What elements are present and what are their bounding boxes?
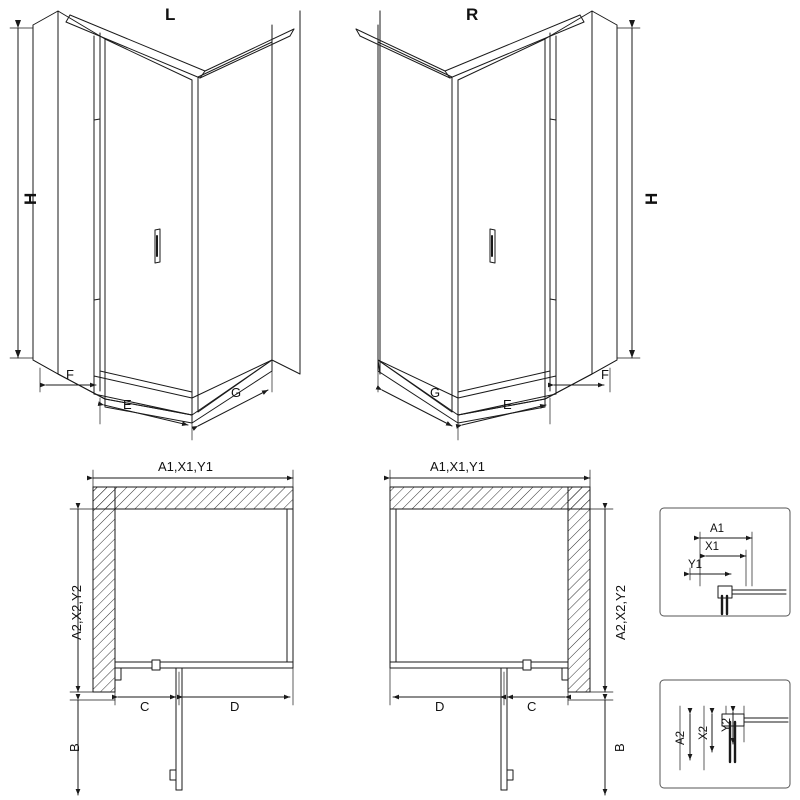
label-g-left: G (231, 385, 242, 400)
label-plan-right-side-dim: A2,X2,Y2 (613, 585, 628, 640)
label-view-left: L (165, 5, 176, 24)
label-f-right: F (601, 367, 609, 382)
label-detail-x1: X1 (705, 541, 720, 553)
label-plan-left-swing: B (67, 743, 82, 752)
label-detail-y2: Y2 (721, 717, 733, 732)
label-f-left: F (66, 367, 74, 382)
label-view-right: R (466, 5, 479, 24)
label-plan-left-c: C (140, 699, 150, 714)
iso-view-right (356, 11, 640, 440)
label-plan-right-swing: B (612, 743, 627, 752)
label-detail-a2: A2 (675, 730, 687, 745)
plan-view-left (67, 470, 293, 795)
label-detail-x2: X2 (698, 725, 710, 740)
iso-view-left (10, 11, 300, 440)
label-plan-right-d: D (435, 699, 445, 714)
label-plan-right-c: C (527, 699, 537, 714)
label-e-left: E (123, 397, 132, 412)
label-plan-left-side-dim: A2,X2,Y2 (69, 585, 84, 640)
label-plan-right-top-dim: A1,X1,Y1 (430, 459, 485, 474)
label-detail-a1: A1 (710, 523, 725, 535)
label-height-left: H (21, 192, 40, 205)
label-plan-left-d: D (230, 699, 240, 714)
detail-top (660, 508, 790, 616)
label-detail-y1: Y1 (688, 559, 703, 571)
label-height-right: H (642, 192, 661, 205)
plan-view-right (390, 470, 613, 795)
label-plan-left-top-dim: A1,X1,Y1 (158, 459, 213, 474)
label-g-right: G (430, 385, 441, 400)
label-e-right: E (503, 397, 512, 412)
